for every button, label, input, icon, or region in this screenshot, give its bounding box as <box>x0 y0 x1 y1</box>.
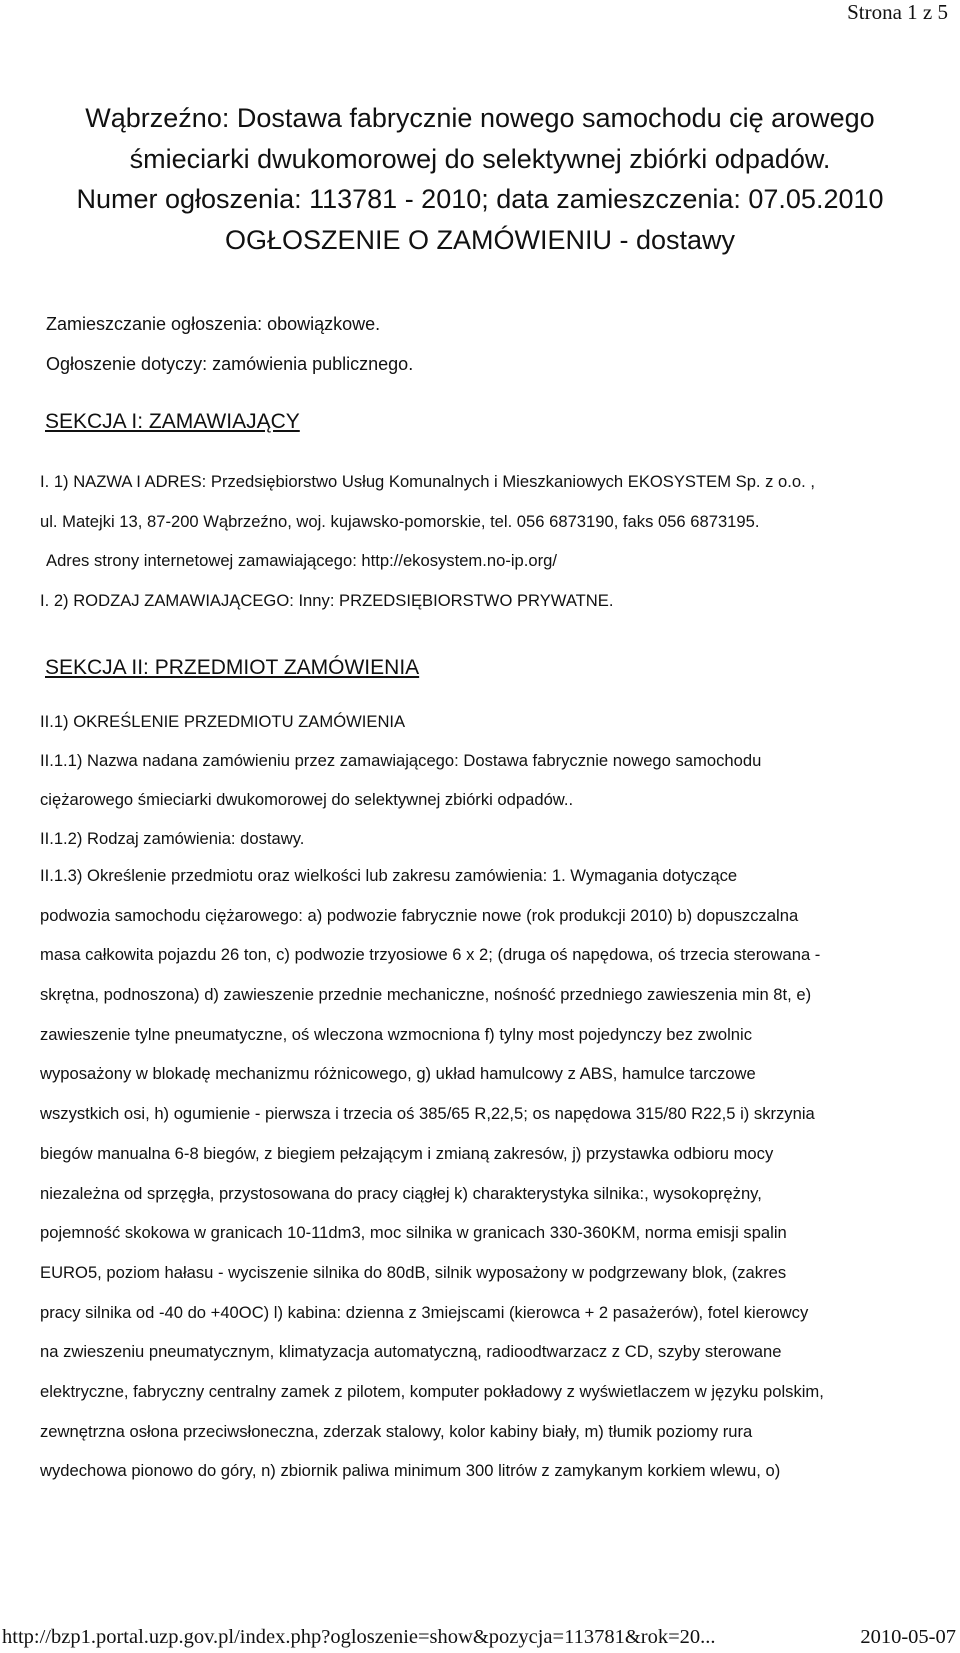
description-line: pojemność skokowa w granicach 10-11dm3, moc silnika w granicach 330-360KM, norma emisji spalin <box>40 1223 787 1243</box>
description-line: II.1.3) Określenie przedmiotu oraz wielkości lub zakresu zamówienia: 1. Wymagania dotyczące <box>40 866 738 885</box>
contracting-authority-address: ul. Matejki 13, 87-200 Wąbrzeźno, woj. kujawsko-pomorskie, tel. 056 6873190, faks 056 6873195. <box>40 511 760 531</box>
source-url: http://bzp1.portal.uzp.gov.pl/index.php?ogloszenie=show&pozycja=113781&rok=20... <box>2 1626 716 1648</box>
section-2-content <box>40 712 761 868</box>
notice-title <box>0 98 960 260</box>
description-line: zawieszenie tylne pneumatyczne, oś wleczona wzmocniona f) tylny most pojedynczy bez zwolnic <box>40 1024 753 1044</box>
description-line: skrętna, podnoszona) d) zawieszenie przednie mechaniczne, nośność przedniego zawieszenia min 8t, e) <box>40 985 812 1005</box>
title-line: Numer ogłoszenia: 113781 - 2010; data zamieszczenia: 07.05.2010 <box>76 184 884 214</box>
description-line: wszystkich osi, h) ogumienie - pierwsza i trzecia oś 385/65 R,22,5; os napędowa 315/80 R22,5 i) skrzynia <box>40 1104 815 1124</box>
description-line: elektryczne, fabryczny centralny zamek z pilotem, komputer pokładowy z wyświetlaczem w języku polskim, <box>40 1381 824 1401</box>
description-line: na zwieszeniu pneumatycznym, klimatyzacja automatyczną, radioodtwarzacz z CD, szyby sterowane <box>40 1342 782 1362</box>
placement-info: Zamieszczanie ogłoszenia: obowiązkowe. <box>46 314 381 334</box>
contracting-authority-type: I. 2) RODZAJ ZAMAWIAJĄCEGO: Inny: PRZEDSIĘBIORSTWO PRYWATNE. <box>40 590 614 610</box>
contracting-authority-website: Adres strony internetowej zamawiającego: http://ekosystem.no-ip.org/ <box>46 551 557 570</box>
description-line: masa całkowita pojazdu 26 ton, c) podwozie trzyosiowe 6 x 2; (druga oś napędowa, oś trzecia sterowana - <box>40 945 821 965</box>
title-line: Wąbrzeźno: Dostawa fabrycznie nowego samochodu cię arowego <box>85 103 875 133</box>
contract-name-line: II.1.1) Nazwa nadana zamówieniu przez zamawiającego: Dostawa fabrycznie nowego samochodu <box>40 751 762 770</box>
description-line: wydechowa pionowo do góry, n) zbiornik paliwa minimum 300 litrów z zamykanym korkiem wlewu, o) <box>40 1461 781 1481</box>
section-1-heading: SEKCJA I: ZAMAWIAJĄCY <box>45 410 300 433</box>
description-line: biegów manualna 6-8 biegów, z biegiem pełzającym i zmianą zakresów, j) przystawka odbioru mocy <box>40 1143 774 1163</box>
print-date: 2010-05-07 <box>860 1626 956 1648</box>
description-line: wyposażony w blokadę mechanizmu różnicowego, g) układ hamulcowy z ABS, hamulce tarczowe <box>40 1064 756 1084</box>
description-line: niezależna od sprzęgła, przystosowana do pracy ciągłej k) charakterystyka silnika:, wysokoprężny, <box>40 1183 762 1203</box>
intro-block <box>46 312 413 392</box>
concerns-info: Ogłoszenie dotyczy: zamówienia publicznego. <box>46 354 414 374</box>
contract-name-line: ciężarowego śmieciarki dwukomorowej do selektywnej zbiórki odpadów.. <box>40 790 574 809</box>
description-line: zewnętrzna osłona przeciwsłoneczna, zderzak stalowy, kolor kabiny biały, m) tłumik poziomy rura <box>40 1421 753 1441</box>
section-1-content <box>40 472 815 630</box>
title-line: śmieciarki dwukomorowej do selektywnej zbiórki odpadów. <box>129 143 831 174</box>
subject-description <box>40 866 824 1501</box>
page-footer <box>0 1626 960 1653</box>
contract-type: II.1.2) Rodzaj zamówienia: dostawy. <box>40 829 305 848</box>
subject-definition-heading: II.1) OKREŚLENIE PRZEDMIOTU ZAMÓWIENIA <box>40 712 406 731</box>
description-line: EURO5, poziom hałasu - wyciszenie silnika do 80dB, silnik wyposażony w podgrzewany blok, (zakres <box>40 1262 787 1282</box>
title-line: OGŁOSZENIE O ZAMÓWIENIU - dostawy <box>224 224 736 255</box>
description-line: podwozia samochodu ciężarowego: a) podwozie fabrycznie nowe (rok produkcji 2010) b) dopuszczalna <box>40 905 799 925</box>
contracting-authority-name: I. 1) NAZWA I ADRES: Przedsiębiorstwo Usług Komunalnych i Mieszkaniowych EKOSYSTEM Sp. z o.o. , <box>40 472 815 491</box>
description-line: pracy silnika od -40 do +40OC) l) kabina: dzienna z 3miejscami (kierowca + 2 pasażerów), fotel kierowcy <box>40 1302 809 1322</box>
section-2-heading: SEKCJA II: PRZEDMIOT ZAMÓWIENIA <box>45 656 420 679</box>
page-number: Strona 1 z 5 <box>847 0 948 24</box>
